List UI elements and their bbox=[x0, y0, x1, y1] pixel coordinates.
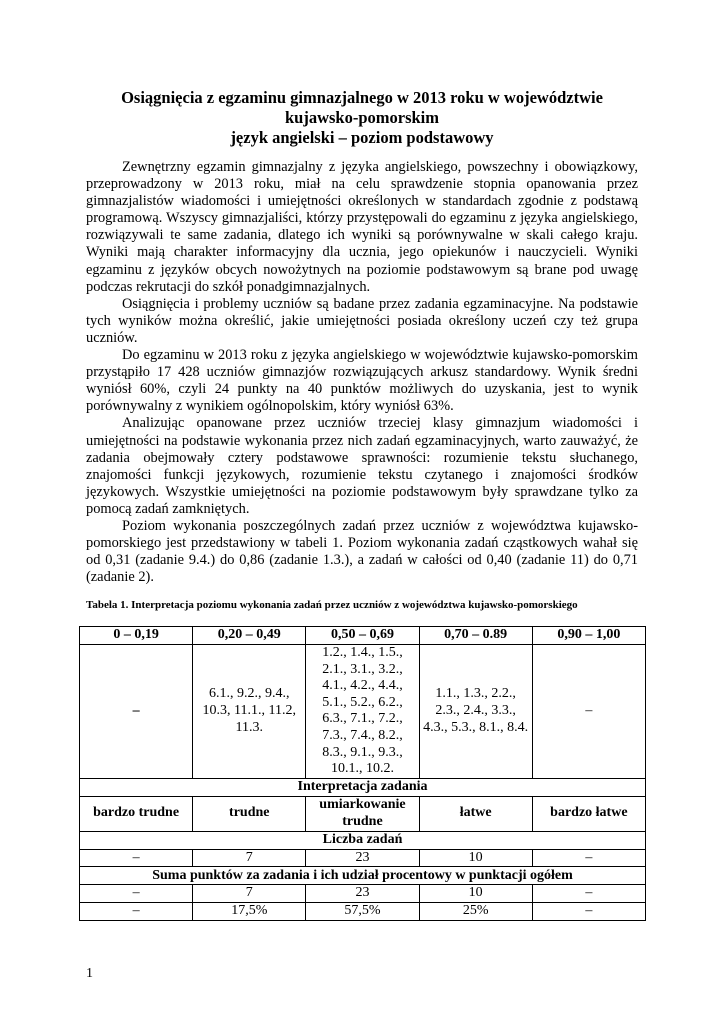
interpretation-title: Interpretacja zadania bbox=[80, 778, 646, 796]
interpretation-cell: bardzo łatwe bbox=[532, 796, 645, 831]
points-title: Suma punktów za zadania i ich udział procentowy w punktacji ogółem bbox=[80, 867, 646, 885]
tasks-cell: 6.1., 9.2., 9.4., 10.3, 11.1., 11.2, 11.3. bbox=[193, 645, 306, 779]
interpretation-cell: łatwe bbox=[419, 796, 532, 831]
paragraph-3: Do egzaminu w 2013 roku z języka angielskiego w województwie kujawsko-pomorskim przystąpiło 17 428 uczniów gimnazjów rozwiązujących arkusz standardowy. Wynik średni wyniósł 60%, czyli 24 punkty na 40 punktów możliwych do uzyskania, jest to wynik porównywalny z wynikiem ogólnopolskim, który wyniósł 63%. bbox=[86, 347, 638, 415]
percentage-cell: 25% bbox=[419, 902, 532, 920]
interpretation-row bbox=[80, 796, 646, 831]
points-cell: 7 bbox=[193, 885, 306, 903]
points-row bbox=[80, 885, 646, 903]
points-cell: 10 bbox=[419, 885, 532, 903]
points-cell: 23 bbox=[306, 885, 419, 903]
points-cell: – bbox=[80, 885, 193, 903]
tasks-row bbox=[80, 645, 646, 779]
tasks-cell: – bbox=[80, 645, 193, 779]
count-row bbox=[80, 849, 646, 867]
paragraph-2: Osiągnięcia i problemy uczniów są badane przez zadania egzaminacyjne. Na podstawie tych wyników można określić, jakie umiejętności posiada określony uczeń czy też grupa uczniów. bbox=[86, 295, 638, 346]
count-cell: – bbox=[80, 849, 193, 867]
paragraph-4: Analizując opanowane przez uczniów trzeciej klasy gimnazjum wiadomości i umiejętności na podstawie wykonania przez nich zadań egzaminacyjnych, warto zauważyć, że zadania obejmowały cztery podstawowe sprawności: rozumienie tekstu słuchanego, znajomości funkcji językowych, rozumienie tekstu czytanego i znajomości środków językowych. Wszystkie umiejętności na poziomie podstawowym były sprawdzane tylko za pomocą zadań zamkniętych. bbox=[86, 415, 638, 517]
points-title-row bbox=[80, 867, 646, 885]
percentage-cell: – bbox=[80, 902, 193, 920]
count-cell: 10 bbox=[419, 849, 532, 867]
count-cell: 7 bbox=[193, 849, 306, 867]
percentage-cell: 57,5% bbox=[306, 902, 419, 920]
title-line-2: kujawsko-pomorskim bbox=[284, 108, 440, 127]
percentage-cell: 17,5% bbox=[193, 902, 306, 920]
count-title: Liczba zadań bbox=[80, 831, 646, 849]
interpretation-cell: trudne bbox=[193, 796, 306, 831]
results-table bbox=[79, 626, 646, 921]
percentage-row bbox=[80, 902, 646, 920]
header-cell: 0,70 – 0.89 bbox=[419, 627, 532, 645]
header-cell: 0 – 0,19 bbox=[80, 627, 193, 645]
count-cell: 23 bbox=[306, 849, 419, 867]
interpretation-title-row bbox=[80, 778, 646, 796]
header-cell: 0,20 – 0,49 bbox=[193, 627, 306, 645]
count-title-row bbox=[80, 831, 646, 849]
paragraph-1: Zewnętrzny egzamin gimnazjalny z języka angielskiego, powszechny i obowiązkowy, przeprowadzony w 2013 roku, miał na celu sprawdzenie stopnia opanowania przez gimnazjalistów wiadomości i umiejętności określonych w standardach zgodnie z podstawą programową. Wszyscy gimnazjaliści, którzy przystępowali do egzaminu z języka angielskiego, rozwiązywali te same zadania, dlatego ich wyniki są porównywalne w skali całego kraju. Wyniki mają charakter informacyjny dla ucznia, jego opiekunów i nauczycieli. Wyniki egzaminu z języków obcych nowożytnych na poziomie podstawowym są brane pod uwagę podczas rekrutacji do szkół ponadgimnazjalnych. bbox=[86, 159, 638, 295]
title-line-1: Osiągnięcia z egzaminu gimnazjalnego w 2013 roku w województwie bbox=[121, 88, 603, 107]
tasks-cell: – bbox=[532, 645, 645, 779]
title-line-3: język angielski – poziom podstawowy bbox=[230, 128, 494, 147]
body-text bbox=[86, 159, 638, 586]
interpretation-cell: umiarkowanie trudne bbox=[306, 796, 419, 831]
header-cell: 0,50 – 0,69 bbox=[306, 627, 419, 645]
header-cell: 0,90 – 1,00 bbox=[532, 627, 645, 645]
tasks-cell: 1.2., 1.4., 1.5., 2.1., 3.1., 3.2., 4.1., 4.2., 4.4., 5.1., 5.2., 6.2., 6.3., 7.1., 7.2., 7.3., 7.4., 8.2., 8.3., 9.1., 9.3., 10.1., 10.2. bbox=[306, 645, 419, 779]
count-cell: – bbox=[532, 849, 645, 867]
table-caption: Tabela 1. Interpretacja poziomu wykonania zadań przez uczniów z województwa kujawsko-pomorskiego bbox=[86, 599, 578, 611]
percentage-cell: – bbox=[532, 902, 645, 920]
page-number: 1 bbox=[86, 966, 93, 981]
paragraph-5: Poziom wykonania poszczególnych zadań przez uczniów z województwa kujawsko-pomorskiego jest przedstawiony w tabeli 1. Poziom wykonania zadań cząstkowych wahał się od 0,31 (zadanie 9.4.) do 0,86 (zadanie 1.3.), a zadań w całości od 0,40 (zadanie 11) do 0,71 (zadanie 2). bbox=[86, 517, 638, 586]
document-title bbox=[86, 88, 638, 148]
points-cell: – bbox=[532, 885, 645, 903]
tasks-cell: 1.1., 1.3., 2.2., 2.3., 2.4., 3.3., 4.3., 5.3., 8.1., 8.4. bbox=[419, 645, 532, 779]
header-row bbox=[80, 627, 646, 645]
interpretation-cell: bardzo trudne bbox=[80, 796, 193, 831]
